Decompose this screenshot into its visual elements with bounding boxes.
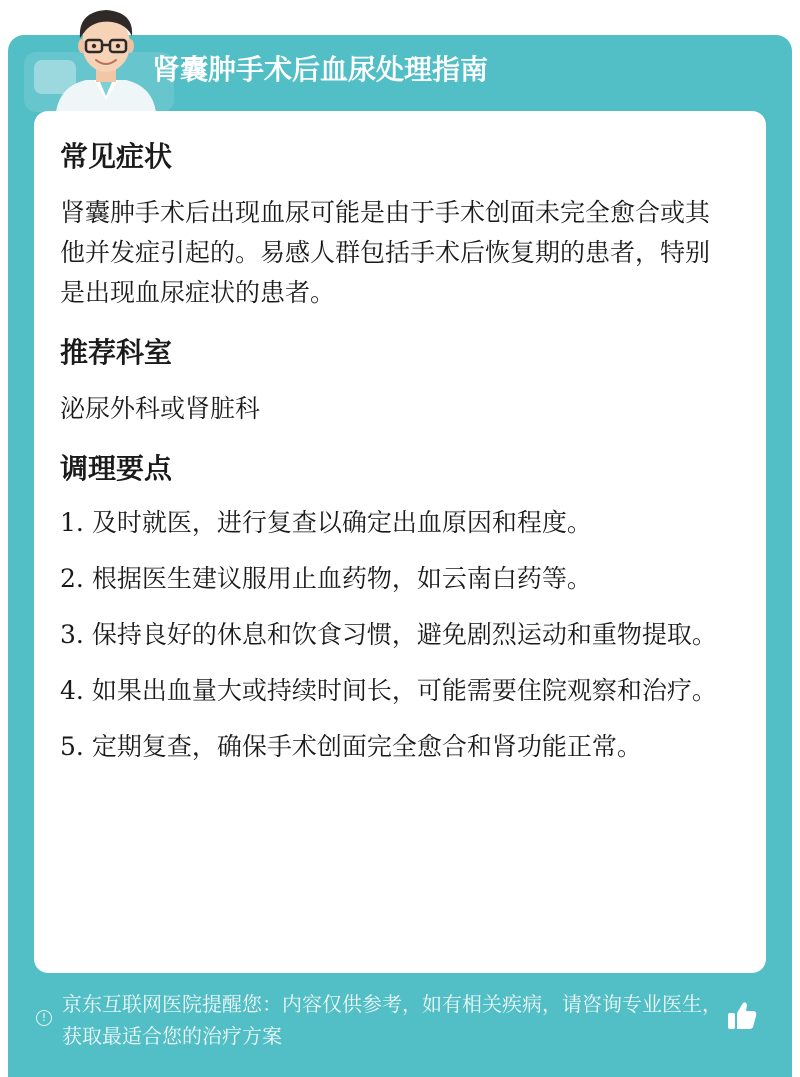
footer-disclaimer bbox=[34, 986, 774, 1056]
list-item bbox=[60, 727, 730, 767]
list-item-text: 如果出血量大或持续时间长，可能需要住院观察和治疗。 bbox=[91, 676, 717, 705]
thumbs-up-icon[interactable] bbox=[724, 998, 760, 1034]
list-item bbox=[60, 559, 730, 599]
page-title: 肾囊肿手术后血尿处理指南 bbox=[152, 53, 489, 86]
doctor-avatar bbox=[46, 0, 166, 112]
list-item-number: 2. bbox=[60, 564, 84, 593]
symptoms-text: 肾囊肿手术后出现血尿可能是由于手术创面未完全愈合或其他并发症引起的。易感人群包括手术后恢复期的患者，特别是出现血尿症状的患者。 bbox=[60, 198, 711, 307]
guide-card bbox=[34, 111, 766, 973]
list-item-text: 根据医生建议服用止血药物，如云南白药等。 bbox=[91, 564, 592, 593]
list-item bbox=[60, 503, 730, 543]
list-item-number: 4. bbox=[60, 676, 84, 705]
info-icon: ! bbox=[36, 1010, 52, 1026]
tips-list bbox=[60, 503, 730, 767]
department-text: 泌尿外科或肾脏科 bbox=[60, 394, 261, 423]
disclaimer-text: 京东互联网医院提醒您：内容仅供参考，如有相关疾病，请咨询专业医生，获取最适合您的治疗方案 bbox=[62, 992, 722, 1048]
list-item-number: 5. bbox=[60, 732, 84, 761]
list-item-text: 保持良好的休息和饮食习惯，避免剧烈运动和重物提取。 bbox=[91, 620, 717, 649]
department-heading: 推荐科室 bbox=[60, 336, 173, 369]
list-item-text: 定期复查，确保手术创面完全愈合和肾功能正常。 bbox=[91, 732, 642, 761]
list-item bbox=[60, 671, 730, 711]
card-content bbox=[60, 135, 730, 783]
tips-heading: 调理要点 bbox=[60, 452, 173, 485]
list-item bbox=[60, 615, 730, 655]
list-item-number: 3. bbox=[60, 620, 84, 649]
list-item-number: 1. bbox=[60, 508, 84, 537]
list-item-text: 及时就医，进行复查以确定出血原因和程度。 bbox=[91, 508, 592, 537]
symptoms-heading: 常见症状 bbox=[60, 140, 173, 173]
